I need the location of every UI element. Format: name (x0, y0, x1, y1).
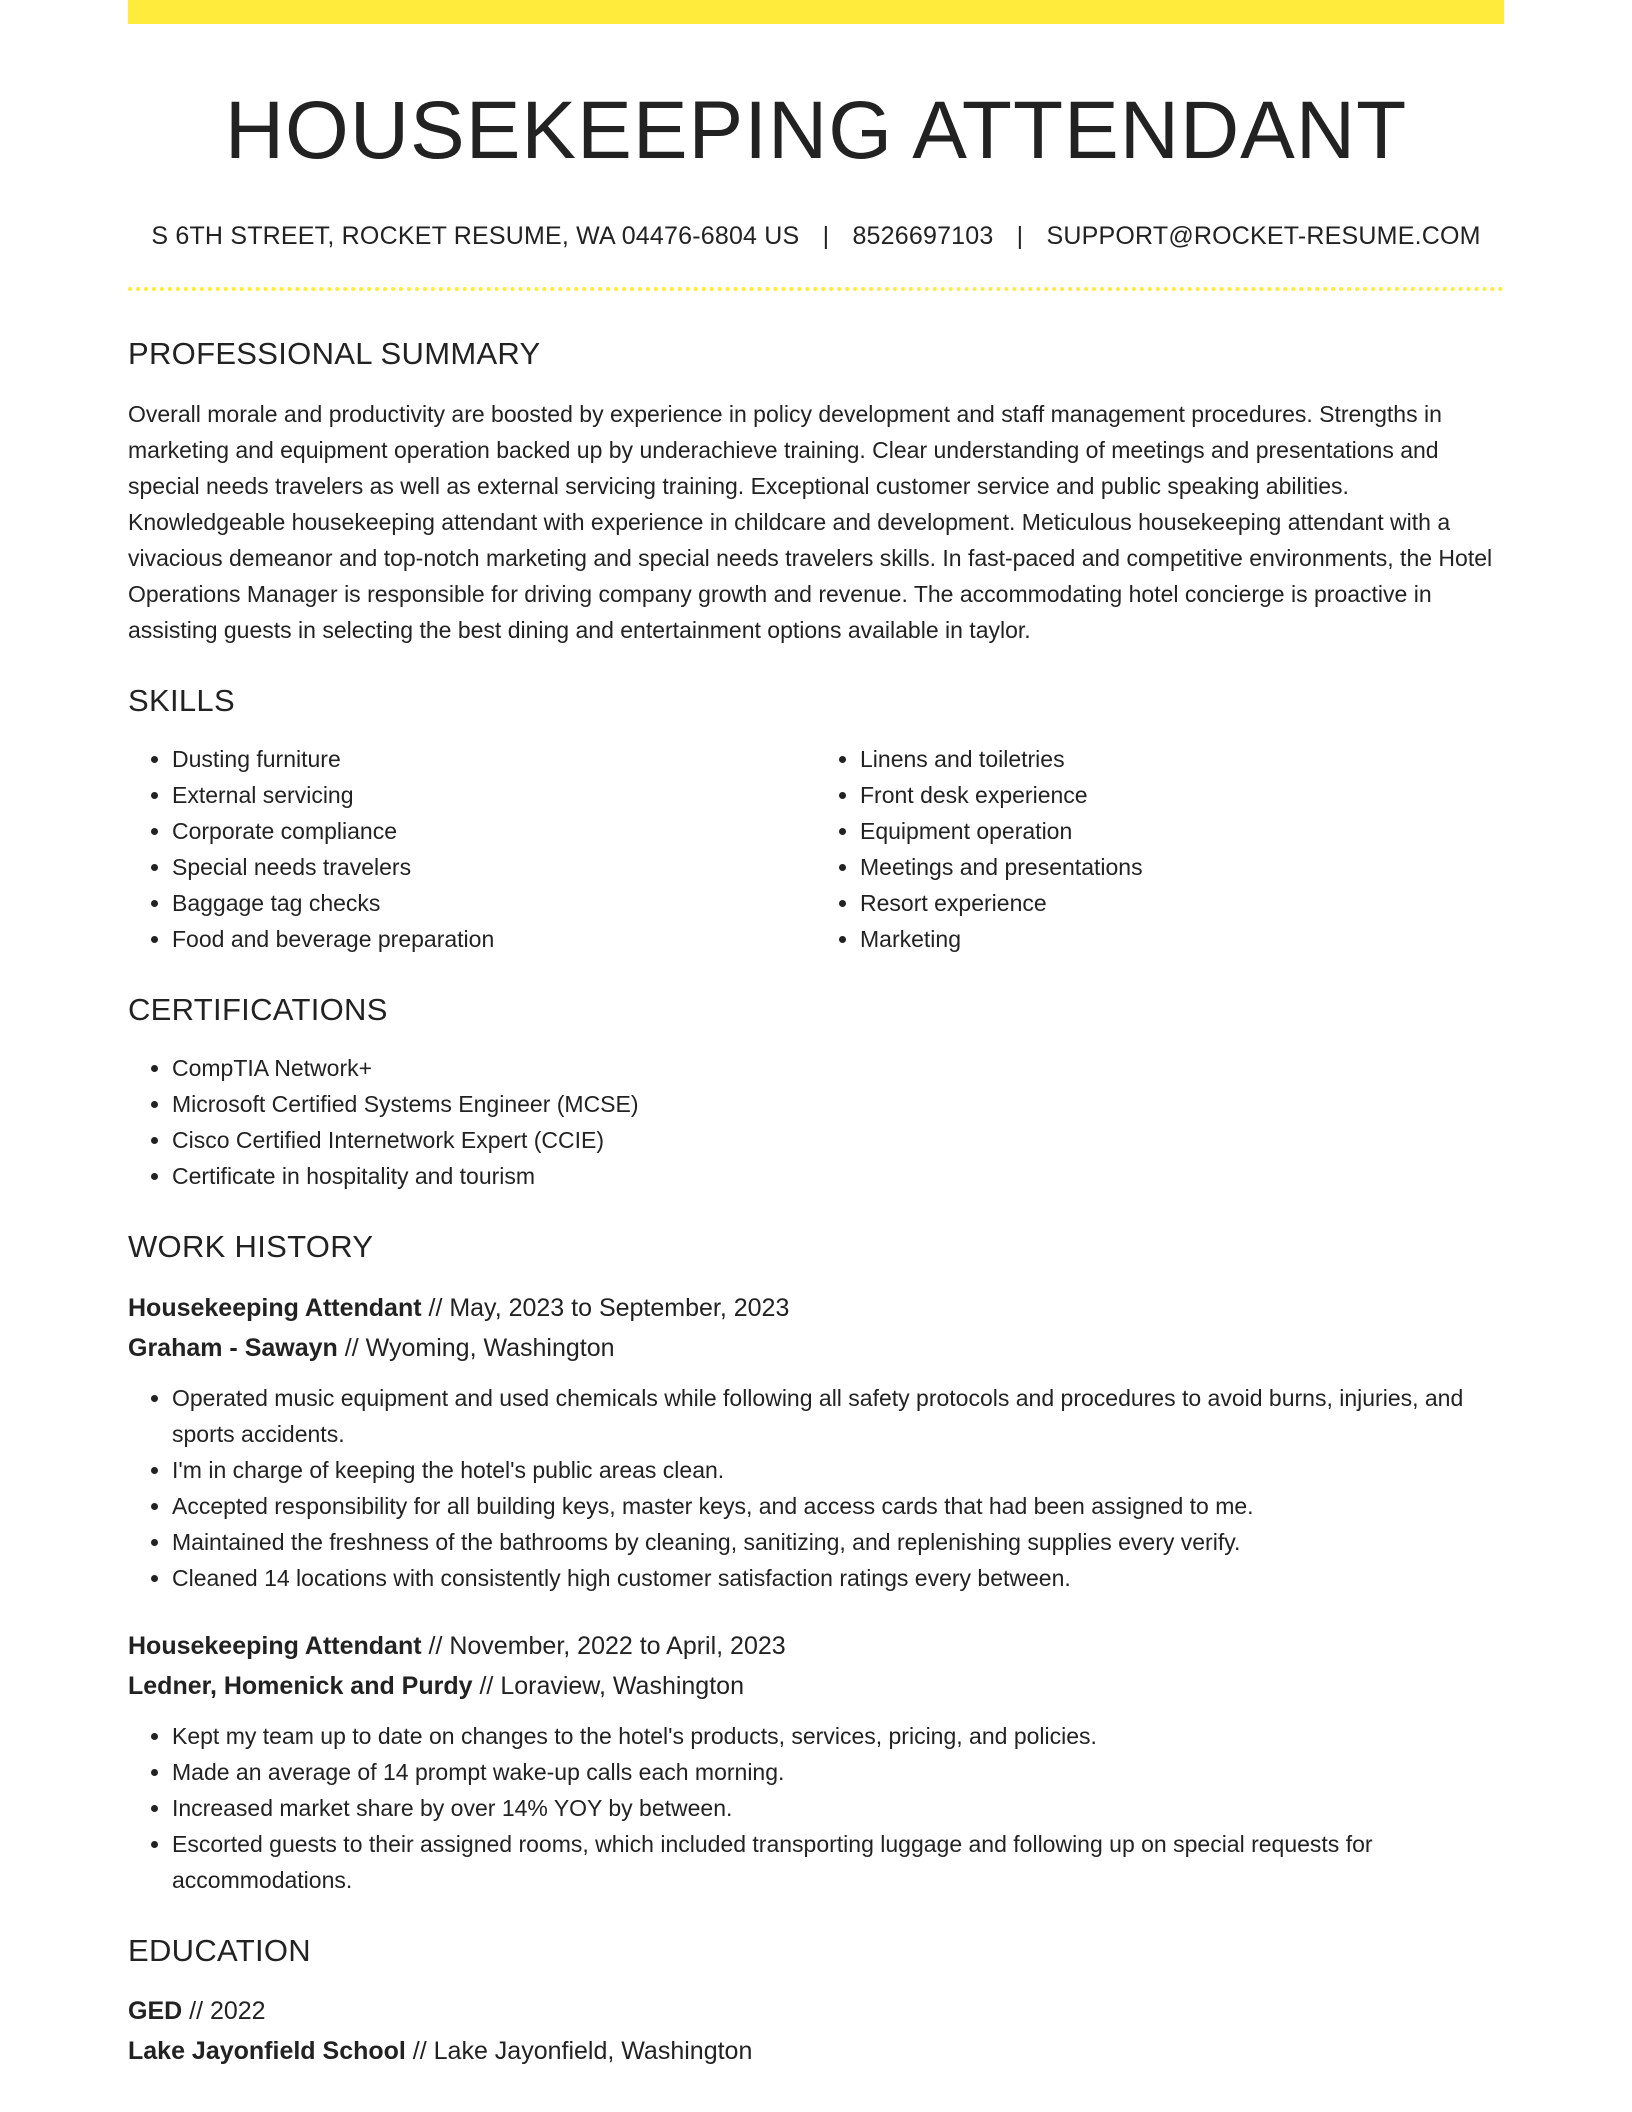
certification-item: • Certificate in hospitality and tourism (172, 1158, 1504, 1194)
job-bullet: • Maintained the freshness of the bathrooms by cleaning, sanitizing, and replenishing supplies every verify. (172, 1524, 1504, 1560)
skill-item: • Baggage tag checks (172, 885, 816, 921)
work-history-heading: WORK HISTORY (128, 1229, 374, 1265)
certifications-list (128, 1050, 1504, 1194)
job-dates: // May, 2023 to September, 2023 (421, 1293, 790, 1322)
education-school: Lake Jayonfield School (128, 2036, 406, 2065)
resume-title: HOUSEKEEPING ATTENDANT (224, 85, 1408, 176)
job-location: // Wyoming, Washington (337, 1333, 615, 1362)
education-year: // 2022 (182, 1996, 266, 2025)
job-title: Housekeeping Attendant (128, 1293, 422, 1322)
summary-text: Overall morale and productivity are boosted by experience in policy development and staff management procedures. Strengths in marketing and equipment operation backed up by underachieve training. Clear understanding of meetings and presentations and special needs travelers as well as external servicing training. Exceptional customer service and public speaking abilities. Knowledgeable housekeeping attendant with experience in childcare and development. Meticulous housekeeping attendant with a vivacious demeanor and top-notch marketing and special needs travelers skills. In fast-paced and competitive environments, the Hotel Operations Manager is responsible for driving company growth and revenue. The accommodating hotel concierge is proactive in assisting guests in selecting the best dining and entertainment options available in taylor. (128, 401, 1493, 644)
job-bullet: • Kept my team up to date on changes to the hotel's products, services, pricing, and policies. (172, 1718, 1504, 1754)
certification-item: • Cisco Certified Internetwork Expert (CCIE) (172, 1122, 1504, 1158)
job-bullet: • Escorted guests to their assigned rooms, which included transporting luggage and following up on special requests for accommodations. (172, 1826, 1504, 1898)
education-location: // Lake Jayonfield, Washington (405, 2036, 753, 2065)
skill-item: • External servicing (172, 777, 816, 813)
job-bullet: • Accepted responsibility for all building keys, master keys, and access cards that had been assigned to me. (172, 1488, 1504, 1524)
job-location: // Loraview, Washington (472, 1671, 744, 1700)
job-entry (128, 1288, 1504, 1596)
skills-heading: SKILLS (128, 683, 235, 719)
summary-heading: PROFESSIONAL SUMMARY (128, 335, 541, 371)
skill-item: • Meetings and presentations (860, 849, 1504, 885)
dotted-divider (128, 287, 1504, 291)
skills-list-right (816, 741, 1504, 957)
skill-item: • Marketing (860, 921, 1504, 957)
contact-email: SUPPORT@ROCKET-RESUME.COM (1046, 222, 1481, 251)
job-company: Ledner, Homenick and Purdy (128, 1671, 473, 1700)
education-school-line (128, 2031, 1504, 2071)
job-company: Graham - Sawayn (128, 1333, 338, 1362)
education-degree-line (128, 1991, 1504, 2031)
skills-grid (128, 741, 1504, 957)
skill-item: • Equipment operation (860, 813, 1504, 849)
contact-separator: | (822, 222, 830, 251)
skill-item: • Front desk experience (860, 777, 1504, 813)
contact-separator: | (1016, 222, 1024, 251)
contact-line (128, 220, 1504, 253)
education-degree: GED (128, 1996, 183, 2025)
resume-page (128, 0, 1504, 2071)
job-bullet: • Operated music equipment and used chemicals while following all safety protocols and procedures to avoid burns, injuries, and sports accidents. (172, 1380, 1504, 1452)
certification-item: • Microsoft Certified Systems Engineer (MCSE) (172, 1086, 1504, 1122)
skill-item: • Corporate compliance (172, 813, 816, 849)
job-bullet: • Made an average of 14 prompt wake-up calls each morning. (172, 1754, 1504, 1790)
accent-top-bar (128, 0, 1504, 24)
job-company-line (128, 1328, 1504, 1368)
certifications-heading: CERTIFICATIONS (128, 992, 388, 1028)
certification-item: • CompTIA Network+ (172, 1050, 1504, 1086)
skills-list-left (128, 741, 816, 957)
job-title-line (128, 1626, 1504, 1666)
skill-item: • Linens and toiletries (860, 741, 1504, 777)
job-title-line (128, 1288, 1504, 1328)
job-bullet: • Increased market share by over 14% YOY by between. (172, 1790, 1504, 1826)
job-bullets (128, 1718, 1504, 1898)
job-bullets (128, 1380, 1504, 1596)
contact-address: S 6TH STREET, ROCKET RESUME, WA 04476-6804 US (151, 222, 800, 251)
skill-item: • Resort experience (860, 885, 1504, 921)
education-entry (128, 1991, 1504, 2071)
job-title: Housekeeping Attendant (128, 1631, 422, 1660)
skill-item: • Food and beverage preparation (172, 921, 816, 957)
skill-item: • Special needs travelers (172, 849, 816, 885)
education-heading: EDUCATION (128, 1932, 311, 1968)
job-entry (128, 1626, 1504, 1898)
skill-item: • Dusting furniture (172, 741, 816, 777)
contact-phone: 8526697103 (852, 222, 994, 251)
job-company-line (128, 1666, 1504, 1706)
job-bullet: • I'm in charge of keeping the hotel's public areas clean. (172, 1452, 1504, 1488)
job-bullet: • Cleaned 14 locations with consistently high customer satisfaction ratings every between. (172, 1560, 1504, 1596)
job-dates: // November, 2022 to April, 2023 (421, 1631, 786, 1660)
